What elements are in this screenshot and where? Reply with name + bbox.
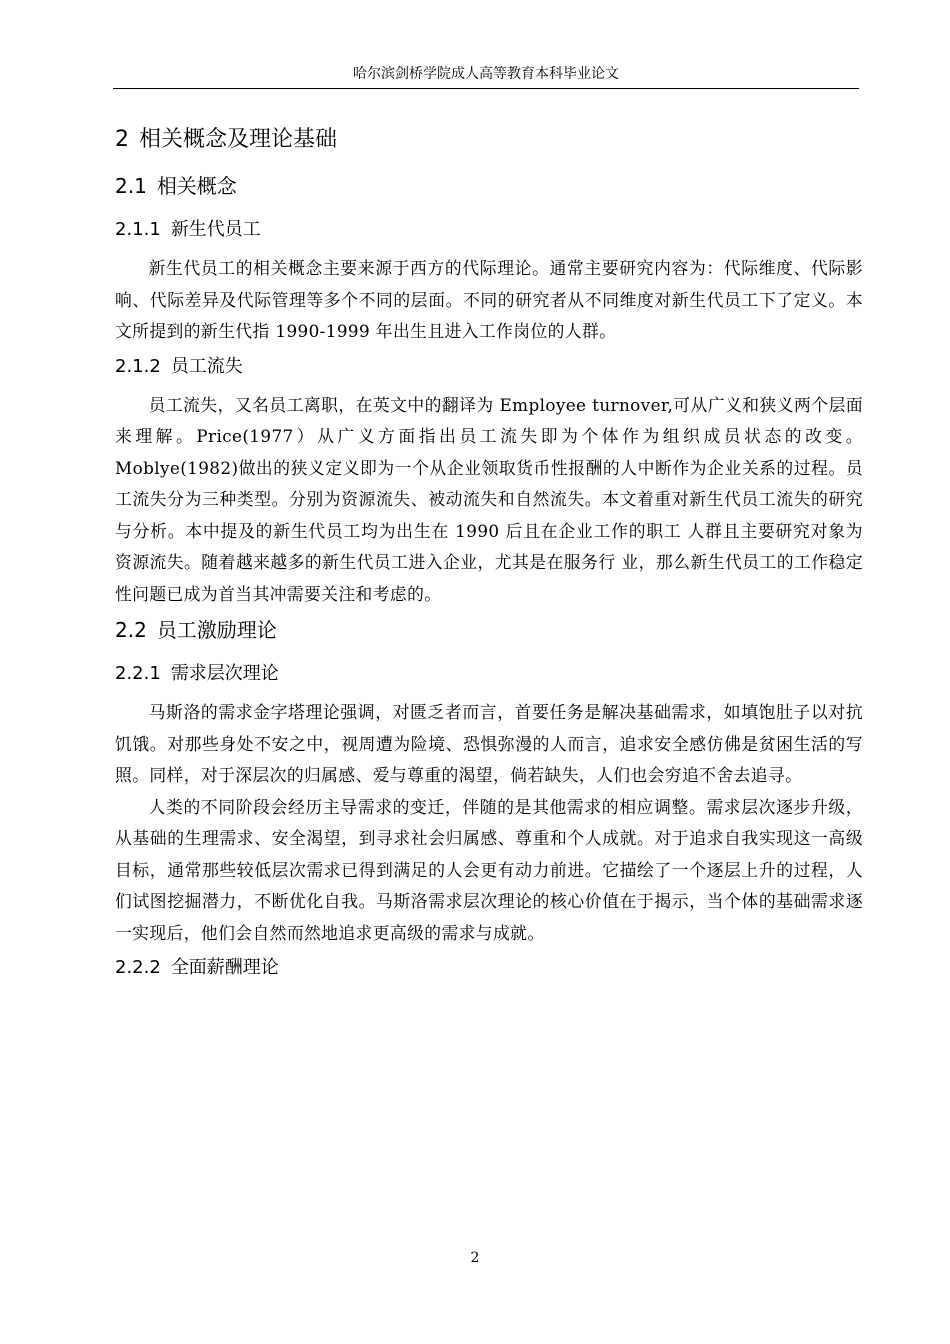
- subsection-title: 需求层次理论: [170, 663, 279, 684]
- chapter-number: 2: [115, 127, 129, 152]
- subsection-title: 员工流失: [170, 355, 243, 377]
- section-title: 相关概念: [156, 174, 237, 198]
- body-paragraph: 新生代员工的相关概念主要来源于西方的代际理论。通常主要研究内容为：代际维度、代际影响、代际差异及代际管理等多个不同的层面。不同的研究者从不同维度对新生代员工下了定义。本文所提到的新生代指 1990-1999 年出生且进入工作岗位的人群。: [115, 258, 863, 341]
- subsection-title: 新生代员工: [170, 219, 261, 240]
- subsection-number: 2.2.2: [115, 957, 161, 978]
- subsection-number: 2.2.1: [115, 663, 161, 684]
- subsection-heading: [115, 217, 863, 243]
- subsection-number: 2.1.1: [115, 219, 161, 240]
- subsection-title: 全面薪酬理论: [170, 957, 279, 978]
- chapter-heading: [115, 126, 863, 154]
- section-title: 员工激励理论: [156, 618, 277, 642]
- subsection-heading: [115, 955, 863, 981]
- running-header: 哈尔滨剑桥学院成人高等教育本科毕业论文: [353, 66, 619, 82]
- section-number: 2.1: [115, 174, 147, 198]
- document-body: [115, 118, 863, 991]
- subsection-heading: [115, 661, 863, 687]
- body-paragraph: 人类的不同阶段会经历主导需求的变迁，伴随的是其他需求的相应调整。需求层次逐步升级，从基础的生理需求、安全渴望，到寻求社会归属感、尊重和个人成就。对于追求自我实现这一高级目标，通常那些较低层次需求已得到满足的人会更有动力前进。它描绘了一个逐层上升的过程，人们试图挖掘潜力，不断优化自我。马斯洛需求层次理论的核心价值在于揭示，当个体的基础需求逐一实现后，他们会自然而然地追求更高级的需求与成就。: [115, 796, 863, 943]
- body-paragraph: 马斯洛的需求金字塔理论强调，对匮乏者而言，首要任务是解决基础需求，如填饱肚子以对抗饥饿。对那些身处不安之中，视周遭为险境、恐惧弥漫的人而言，追求安全感仿佛是贫困生活的写照。同样，对于深层次的归属感、爱与尊重的渴望，倘若缺失，人们也会穷追不舍去追寻。: [115, 702, 863, 785]
- section-number: 2.2: [115, 618, 147, 642]
- subsection-number: 2.1.2: [115, 355, 161, 377]
- page-number: 2: [470, 1250, 480, 1266]
- section-heading: [115, 616, 863, 644]
- section-heading: [115, 172, 863, 200]
- subsection-heading: [115, 354, 863, 380]
- chapter-title: 相关概念及理论基础: [139, 127, 338, 152]
- header-divider: [113, 88, 859, 89]
- body-paragraph: 员工流失，又名员工离职，在英文中的翻译为 Employee turnover,可从广义和狭义两个层面来理解。Price(1977）从广义方面指出员工流失即为个体作为组织成员状态的改变。Moblye(1982)做出的狭义定义即为一个从企业领取货币性报酬的人中断作为企业关系的过程。员工流失分为三种类型。分别为资源流失、被动流失和自然流失。本文着重对新生代员工流失的研究与分析。本中提及的新生代员工均为出生在 1990 后且在企业工作的职工 人群且主要研究对象为资源流失。随着越来越多的新生代员工进入企业，尤其是在服务行 业，那么新生代员工的工作稳定性问题已成为首当其冲需要关注和考虑的。: [115, 394, 863, 604]
